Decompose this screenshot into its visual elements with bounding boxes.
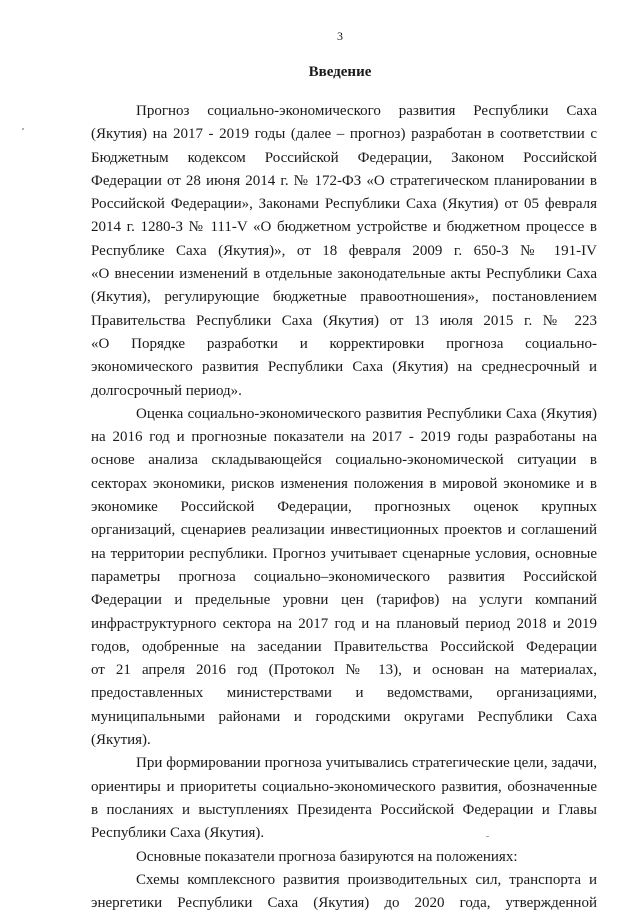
text-line: основе анализа складывающейся социально-экономической ситуации в: [91, 452, 597, 469]
text-line: долгосрочный период».: [91, 382, 242, 399]
text-line: Оценка социально-экономического развития Республики Саха (Якутия): [136, 405, 597, 422]
paragraph-3: [91, 752, 597, 845]
text-line: от 21 апреля 2016 год (Протокол № 13), и основан на материалах,: [91, 662, 597, 679]
scan-speck: [22, 128, 24, 130]
text-line: на 2016 год и прогнозные показатели на 2017 - 2019 годы разработаны на: [91, 429, 597, 446]
text-line: ориентиры и приоритеты социально-экономического развития, обозначенные: [91, 778, 597, 795]
text-line: Федерации от 28 июня 2014 г. № 172-ФЗ «О стратегическом планировании в: [91, 172, 597, 189]
text-line: организаций, сценариев реализации инвестиционных проектов и соглашений: [91, 522, 597, 539]
text-line: «О Порядке разработки и корректировки прогноза социально-: [91, 335, 597, 352]
text-line: секторах экономики, рисков изменения положения в мировой экономике и в: [91, 475, 597, 492]
text-line: Республике Саха (Якутия)», от 18 февраля 2009 г. 650-З № 191-IV: [91, 242, 597, 259]
text-line: в посланиях и выступлениях Президента Российской Федерации и Главы: [91, 801, 597, 818]
text-line: экономического развития Республики Саха (Якутия) на среднесрочный и: [91, 359, 597, 376]
text-line: Прогноз социально-экономического развития Республики Саха: [136, 103, 597, 119]
paragraph-5: [91, 869, 597, 915]
text-line: годов, одобренные на заседании Правительства Российской Федерации: [91, 638, 597, 655]
scan-speck: [486, 836, 489, 837]
page-number: 3: [337, 29, 343, 43]
text-line: Российской Федерации», Законами Республики Саха (Якутия) от 05 февраля: [91, 196, 597, 213]
text-line: предоставленных министерствами и ведомствами, организациями,: [91, 685, 597, 702]
document-body: [91, 100, 597, 915]
text-line: (Якутия).: [91, 732, 151, 749]
text-line: параметры прогноза социально–экономического развития Российской: [91, 568, 597, 585]
text-line: Республики Саха (Якутия).: [91, 825, 265, 842]
text-line: «О внесении изменений в отдельные законодательные акты Республики Саха: [91, 266, 597, 283]
section-heading: Введение: [308, 64, 372, 80]
text-line: энергетики Республики Саха (Якутия) до 2020 года, утвержденной: [91, 895, 597, 912]
text-line: 2014 г. 1280-З № 111-V «О бюджетном устройстве и бюджетном процессе в: [91, 219, 597, 236]
text-line: Схемы комплексного развития производительных сил, транспорта и: [136, 871, 597, 888]
text-line: Бюджетным кодексом Российской Федерации, Законом Российской: [91, 149, 597, 166]
text-line: экономике Российской Федерации, прогнозных оценок крупных: [91, 499, 597, 516]
paragraph-2: [91, 403, 597, 752]
text-line: Основные показатели прогноза базируются на положениях:: [136, 848, 518, 865]
text-line: муниципальными районами и городскими округами Республики Саха: [91, 708, 597, 725]
text-line: (Якутия) на 2017 - 2019 годы (далее – прогноз) разработан в соответствии с: [91, 126, 597, 143]
paragraph-4: [91, 846, 597, 869]
text-line: Правительства Республики Саха (Якутия) от 13 июля 2015 г. № 223: [91, 312, 597, 329]
text-line: на территории республики. Прогноз учитывает сценарные условия, основные: [91, 545, 597, 562]
text-line: (Якутия), регулирующие бюджетные правоотношения», постановлением: [91, 289, 597, 306]
text-line: Федерации и предельные уровни цен (тарифов) на услуги компаний: [91, 592, 597, 609]
text-line: При формировании прогноза учитывались стратегические цели, задачи,: [136, 755, 597, 772]
text-line: инфраструктурного сектора на 2017 год и на плановый период 2018 и 2019: [91, 615, 597, 632]
paragraph-1: [91, 100, 597, 403]
